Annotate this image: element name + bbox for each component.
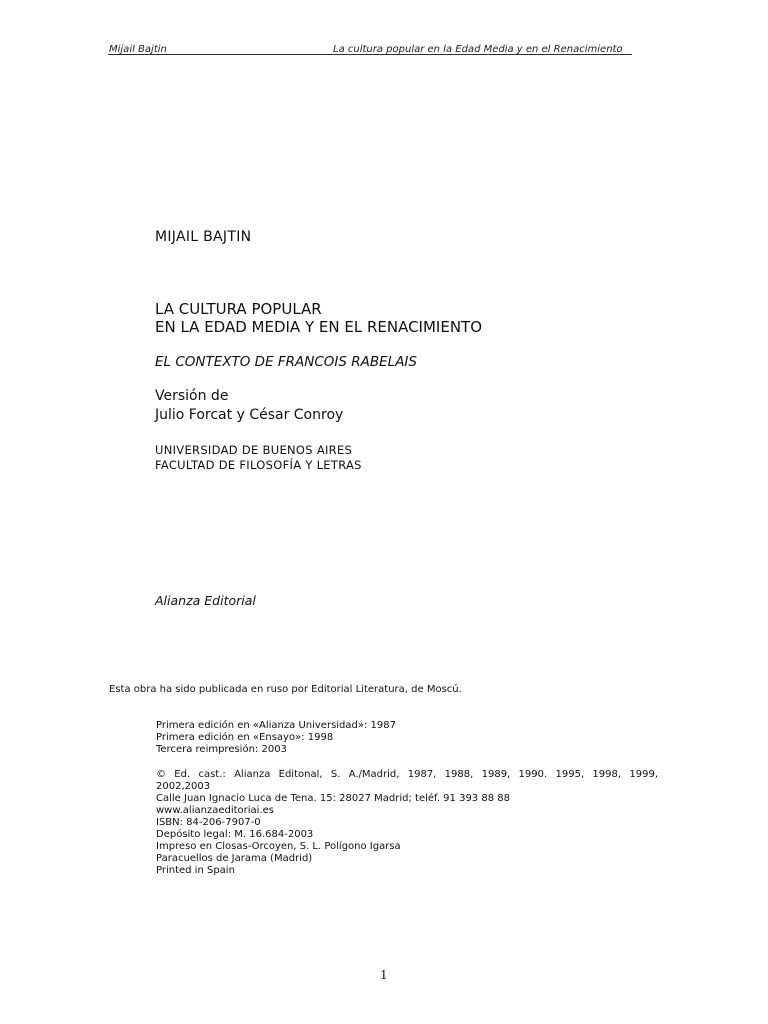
book-title-line-2: EN LA EDAD MEDIA Y EN EL RENACIMIENTO xyxy=(155,318,483,336)
edition-line: Primera edición en «Ensayo»: 1998 xyxy=(156,732,334,743)
book-subtitle: EL CONTEXTO DE FRANCOIS RABELAIS xyxy=(155,354,417,370)
running-header-title: La cultura popular en la Edad Media y en el Renacimiento xyxy=(333,44,623,55)
printer-location: Paracuellos de Jarama (Madrid) xyxy=(156,853,313,864)
publication-note: Esta obra ha sido publicada en ruso por Editorial Literatura, de Moscú. xyxy=(109,684,462,695)
printer: Impreso en Closas-Orcoyen, S. L. Polígono Igarsa xyxy=(156,841,401,852)
header-rule xyxy=(108,54,632,55)
translators: Julio Forcat y César Conroy xyxy=(155,407,344,423)
page-number: 1 xyxy=(380,968,388,982)
copyright-years-continued: 2002,2003 xyxy=(156,781,211,792)
edition-line: Tercera reimpresión: 2003 xyxy=(156,744,287,755)
translation-credit-label: Versión de xyxy=(155,388,229,404)
book-author: MIJAIL BAJTIN xyxy=(155,229,252,245)
publisher-website: www.alianzaeditoriai.es xyxy=(156,805,274,816)
institution-university: UNIVERSIDAD DE BUENOS AIRES xyxy=(155,443,353,457)
institution-faculty: FACULTAD DE FILOSOFÍA Y LETRAS xyxy=(155,458,362,472)
edition-line: Primera edición en «Alianza Universidad»: 1987 xyxy=(156,720,396,731)
copyright-line: © Ed. cast.: Alianza Editonal, S. A./Madrid, 1987, 1988, 1989, 1990. 1995, 1998, 1999, xyxy=(156,769,658,780)
book-title-line-1: LA CULTURA POPULAR xyxy=(155,300,322,318)
publisher-name: Alianza Editorial xyxy=(155,593,256,608)
isbn: ISBN: 84-206-7907-0 xyxy=(156,817,261,828)
printed-in: Printed in Spain xyxy=(156,865,235,876)
running-header-author: Mijail Bajtin xyxy=(109,44,167,55)
publisher-address: Calle Juan Ignacio Luca de Tena. 15: 28027 Madrid; teléf. 91 393 88 88 xyxy=(156,793,510,804)
legal-deposit: Depósito legal: M. 16.684-2003 xyxy=(156,829,314,840)
